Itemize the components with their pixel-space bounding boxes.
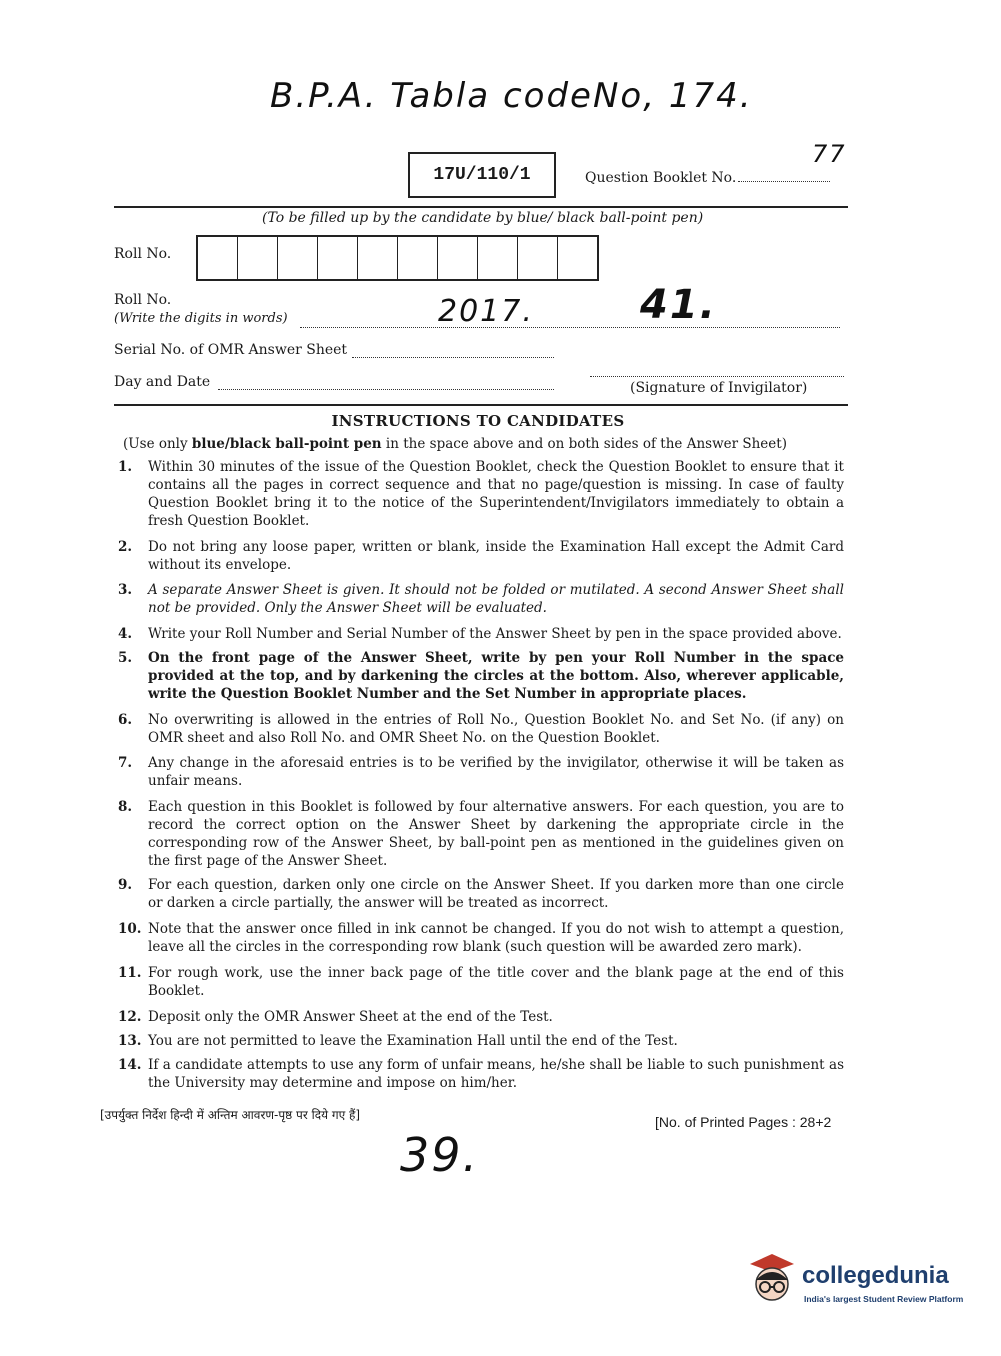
use-only-bold: blue/black ball-point pen xyxy=(191,436,382,452)
instruction-item xyxy=(106,798,844,870)
roll-no-cell[interactable] xyxy=(518,237,558,279)
instruction-number: 11. xyxy=(118,965,142,981)
roll-words-value-1: 2017. xyxy=(438,294,534,329)
signature-label: (Signature of Invigilator) xyxy=(630,380,808,396)
roll-words-sublabel: (Write the digits in words) xyxy=(114,311,288,326)
instruction-text: On the front page of the Answer Sheet, write by pen your Roll Number in the space provided at the top, and by darkening the circles at the bottom. Also, wherever applicable, write the Question Booklet Number and the Set Number in appropriate places. xyxy=(148,650,844,702)
instructions-title: INSTRUCTIONS TO CANDIDATES xyxy=(331,412,625,430)
roll-no-cell[interactable] xyxy=(438,237,478,279)
instruction-number: 6. xyxy=(118,712,133,728)
use-only-post: in the space above and on both sides of the Answer Sheet) xyxy=(381,436,787,452)
instruction-item xyxy=(106,625,844,643)
roll-words-label: Roll No. xyxy=(114,292,172,308)
roll-no-cell[interactable] xyxy=(398,237,438,279)
instruction-number: 9. xyxy=(118,877,133,893)
handwritten-title: B.P.A. Tabla codeNo, 174. xyxy=(270,76,753,116)
instruction-text: Within 30 minutes of the issue of the Question Booklet, check the Question Booklet to ensure that it contains all the pages in correct sequence and that no page/question is missing. In case of faulty Question Booklet bring it to the notice of the Superintendent/Invigilators immediately to obtain a fresh Question Booklet. xyxy=(148,459,844,529)
instruction-item xyxy=(106,538,844,574)
instruction-item xyxy=(106,649,844,703)
instruction-item xyxy=(106,1032,844,1050)
instruction-text: Write your Roll Number and Serial Number of the Answer Sheet by pen in the space provided above. xyxy=(148,626,842,642)
top-divider xyxy=(114,206,848,208)
paper-code: 17U/110/1 xyxy=(433,165,531,185)
instruction-item xyxy=(106,754,844,790)
handwritten-number: 39. xyxy=(400,1128,480,1182)
instruction-item xyxy=(106,1056,844,1092)
instruction-text: No overwriting is allowed in the entries of Roll No., Question Booklet No. and Set No. (if any) on OMR sheet and also Roll No. and OMR Sheet No. on the Question Booklet. xyxy=(148,712,844,746)
printed-pages: [No. of Printed Pages : 28+2 xyxy=(655,1114,832,1130)
instruction-number: 13. xyxy=(118,1033,142,1049)
hindi-note: [उपर्युक्त निर्देश हिन्दी में अन्तिम आवरण-पृष्ठ पर दिये गए हैं] xyxy=(100,1108,361,1122)
roll-no-cell[interactable] xyxy=(318,237,358,279)
form-bottom-divider xyxy=(114,404,848,406)
collegedunia-logo xyxy=(744,1250,966,1310)
question-booklet-label: Question Booklet No. xyxy=(585,170,737,186)
day-date-label: Day and Date xyxy=(114,374,211,390)
instruction-item xyxy=(106,581,844,617)
instruction-text: You are not permitted to leave the Examination Hall until the end of the Test. xyxy=(148,1033,678,1049)
instruction-text: For each question, darken only one circle on the Answer Sheet. If you darken more than one circle or darken a circle partially, the answer will be treated as incorrect. xyxy=(148,877,844,911)
instruction-text: Any change in the aforesaid entries is to be verified by the invigilator, otherwise it will be taken as unfair means. xyxy=(148,755,844,789)
instruction-number: 10. xyxy=(118,921,142,937)
instruction-number: 4. xyxy=(118,626,133,642)
signature-line[interactable] xyxy=(590,376,844,377)
instruction-item xyxy=(106,876,844,912)
roll-no-cell[interactable] xyxy=(478,237,518,279)
instruction-item xyxy=(106,458,844,530)
instruction-text: For rough work, use the inner back page of the title cover and the blank page at the end of this Booklet. xyxy=(148,965,844,999)
omr-serial-label: Serial No. of OMR Answer Sheet xyxy=(114,342,348,358)
instruction-text: If a candidate attempts to use any form of unfair means, he/she shall be liable to such punishment as the University may determine and impose on him/her. xyxy=(148,1057,844,1091)
use-only-note xyxy=(123,436,843,452)
instruction-item xyxy=(106,1008,844,1026)
instruction-text: Each question in this Booklet is followed by four alternative answers. For each question, you are to record the correct option on the Answer Sheet by darkening the appropriate circle in the corresponding row of the Answer Sheet, by ball-point pen as mentioned in the guidelines given on the first page of the Answer Sheet. xyxy=(148,799,844,869)
use-only-pre: (Use only xyxy=(123,436,192,452)
roll-words-value-2: 41. xyxy=(640,282,717,328)
question-booklet-field xyxy=(585,170,830,186)
instruction-item xyxy=(106,711,844,747)
roll-no-grid[interactable] xyxy=(196,235,599,281)
omr-serial-line[interactable] xyxy=(352,357,554,358)
mascot-icon xyxy=(744,1250,800,1308)
instruction-number: 3. xyxy=(118,582,133,598)
instruction-text: A separate Answer Sheet is given. It should not be folded or mutilated. A second Answer Sheet shall not be provided. Only the Answer Sheet will be evaluated. xyxy=(148,582,844,616)
paper-code-box xyxy=(408,152,556,198)
instruction-text: Deposit only the OMR Answer Sheet at the end of the Test. xyxy=(148,1009,553,1025)
roll-no-cell[interactable] xyxy=(358,237,398,279)
roll-no-cell[interactable] xyxy=(558,237,597,279)
brand-name: collegedunia xyxy=(802,1262,949,1289)
instruction-item xyxy=(106,964,844,1000)
instruction-text: Do not bring any loose paper, written or blank, inside the Examination Hall except the Admit Card without its envelope. xyxy=(148,539,844,573)
roll-no-cell[interactable] xyxy=(278,237,318,279)
roll-no-cell[interactable] xyxy=(238,237,278,279)
instruction-number: 1. xyxy=(118,459,133,475)
instruction-number: 8. xyxy=(118,799,133,815)
fill-instruction-note: (To be filled up by the candidate by blue/ black ball-point pen) xyxy=(262,210,704,226)
instruction-number: 5. xyxy=(118,650,133,666)
instruction-number: 2. xyxy=(118,539,133,555)
roll-no-label: Roll No. xyxy=(114,246,172,262)
day-date-line[interactable] xyxy=(218,389,554,390)
brand-tagline: India's largest Student Review Platform xyxy=(804,1294,964,1304)
roll-no-cell[interactable] xyxy=(198,237,238,279)
instruction-number: 14. xyxy=(118,1057,142,1073)
instruction-text: Note that the answer once filled in ink cannot be changed. If you do not wish to attempt a question, leave all the circles in the corresponding row blank (such question will be awarded zero mark). xyxy=(148,921,844,955)
instruction-number: 12. xyxy=(118,1009,142,1025)
question-booklet-number: 77 xyxy=(812,140,847,168)
roll-words-line[interactable] xyxy=(300,327,840,328)
instruction-item xyxy=(106,920,844,956)
instruction-number: 7. xyxy=(118,755,133,771)
